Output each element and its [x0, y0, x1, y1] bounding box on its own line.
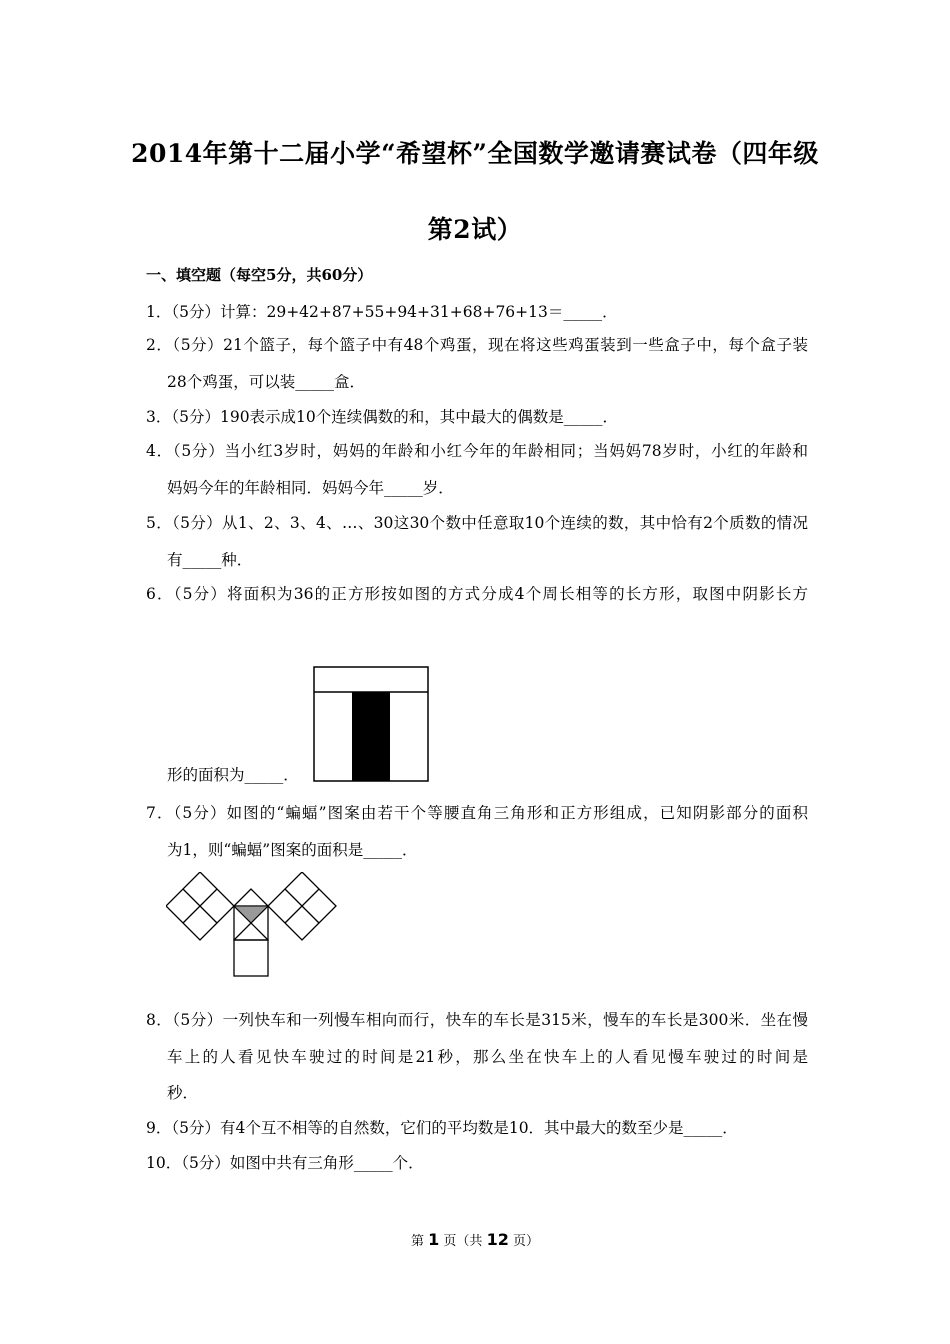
footer-prefix: 第: [410, 1234, 424, 1249]
question-6-line-2: 形的面积为_____．: [167, 766, 299, 784]
question-1: 1．（5分）计算：29+42+87+55+94+31+68+76+13＝_____．: [146, 303, 618, 321]
question-8-line-2: 车上的人看见快车驶过的时间是21秒，那么坐在快车上的人看见慢车驶过的时间是: [167, 1048, 808, 1066]
tail-square: [234, 940, 268, 976]
question-9: 9．（5分）有4个互不相等的自然数，它们的平均数是10．其中最大的数至少是_____．: [146, 1119, 738, 1137]
question-8-line-3: 秒．: [167, 1084, 199, 1102]
question-4-line-1: 4．（5分）当小红3岁时，妈妈的年龄和小红今年的年龄相同；当妈妈78岁时，小红的年龄和: [146, 442, 808, 460]
question-4-line-2: 妈妈今年的年龄相同．妈妈今年_____岁．: [167, 479, 454, 497]
question-3: 3．（5分）190表示成10个连续偶数的和，其中最大的偶数是_____．: [146, 408, 619, 426]
question-7-line-1: 7．（5分）如图的“蝙蝠”图案由若干个等腰直角三角形和正方形组成，已知阴影部分的面积: [146, 804, 808, 822]
question-5-line-2: 有_____种．: [167, 551, 253, 569]
bat-pattern-figure: [166, 872, 338, 980]
footer-total-pages: 12: [486, 1230, 509, 1249]
question-5-line-1: 5．（5分）从1、2、3、4、…、30这30个数中任意取10个连续的数，其中恰有2个质数的情况: [146, 514, 808, 532]
question-10: 10．（5分）如图中共有三角形_____个．: [146, 1154, 424, 1172]
shaded-rectangle: [352, 692, 390, 781]
question-6-line-1: 6．（5分）将面积为36的正方形按如图的方式分成4个周长相等的长方形，取图中阴影长方: [146, 585, 808, 603]
footer-suffix: 页）: [512, 1234, 539, 1249]
page-footer: [0, 1230, 950, 1249]
footer-middle: 页（共: [443, 1234, 483, 1249]
question-7-line-2: 为1，则“蝙蝠”图案的面积是_____．: [167, 841, 418, 859]
section-heading: 一、填空题（每空5分，共60分）: [146, 266, 373, 284]
question-2-line-2: 28个鸡蛋，可以装_____盒．: [167, 373, 365, 391]
shaded-triangle: [234, 906, 268, 923]
page-title-line-1: 2014年第十二届小学“希望杯”全国数学邀请赛试卷（四年级: [131, 139, 819, 168]
footer-page-number: 1: [428, 1230, 440, 1249]
question-2-line-1: 2．（5分）21个篮子，每个篮子中有48个鸡蛋，现在将这些鸡蛋装到一些盒子中，每个盒子装: [146, 336, 808, 354]
square-partition-figure: [312, 665, 430, 783]
page-title-line-2: 第2试）: [427, 215, 523, 244]
question-8-line-1: 8．（5分）一列快车和一列慢车相向而行，快车的车长是315米，慢车的车长是300米．坐在慢: [146, 1011, 808, 1029]
